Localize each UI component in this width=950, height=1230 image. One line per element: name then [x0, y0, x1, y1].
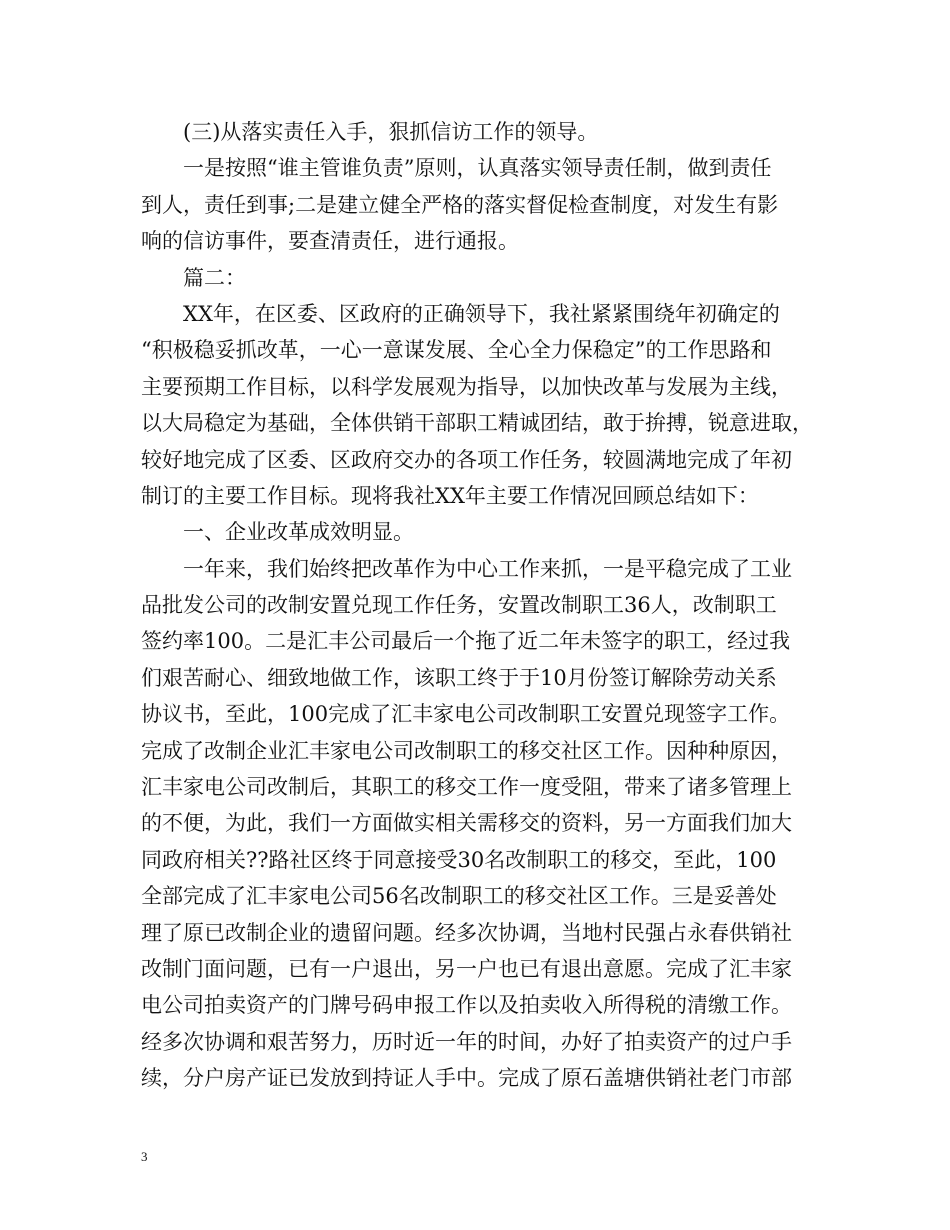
paragraph-line: 主要预期工作目标，以科学发展观为指导，以加快改革与发展为主线，	[141, 374, 792, 399]
paragraph-line: 品批发公司的改制安置兑现工作任务，安置改制职工36人，改制职工	[141, 593, 777, 618]
document-body	[141, 114, 814, 1097]
paragraph-line: 完成了改制企业汇丰家电公司改制职工的移交社区工作。因种种原因，	[141, 738, 792, 763]
paragraph-line: 一年来，我们始终把改革作为中心工作来抓，一是平稳完成了工业	[183, 556, 792, 581]
paragraph-line: 汇丰家电公司改制后，其职工的移交工作一度受阻，带来了诸多管理上	[141, 775, 792, 800]
paragraph-line: 同政府相关??路社区终于同意接受30名改制职工的移交，至此，100	[141, 847, 777, 872]
paragraph-line: 响的信访事件，要查清责任，进行通报。	[141, 229, 519, 254]
paragraph-line: 的不便，为此，我们一方面做实相关需移交的资料，另一方面我们加大	[141, 811, 792, 836]
paragraph-line: “积极稳妥抓改革，一心一意谋发展、全心全力保稳定”的工作思路和	[141, 338, 772, 363]
paragraph-line: 理了原已改制企业的遗留问题。经多次协调，当地村民强占永春供销社	[141, 920, 792, 945]
paragraph-line: XX年，在区委、区政府的正确领导下，我社紧紧围绕年初确定的	[183, 301, 780, 326]
section-heading: (三)从落实责任入手，狠抓信访工作的领导。	[183, 120, 599, 144]
paragraph-line: 续，分户房产证已发放到持证人手中。完成了原石盖塘供销社老门市部	[141, 1066, 792, 1091]
paragraph-line: 到人，责任到事;二是建立健全严格的落实督促检查制度，对发生有影	[141, 192, 779, 217]
paragraph-line: 协议书，至此，100完成了汇丰家电公司改制职工安置兑现签字工作。	[141, 702, 791, 727]
paragraph-line: 以大局稳定为基础，全体供销干部职工精诚团结，敢于拚搏，锐意进取，	[141, 411, 813, 436]
paragraph-line: 一是按照“谁主管谁负责”原则，认真落实领导责任制，做到责任	[183, 156, 772, 181]
page-number: 3	[141, 1149, 148, 1164]
paragraph-line: 签约率100。二是汇丰公司最后一个拖了近二年未签字的职工，经过我	[141, 629, 791, 654]
paragraph-line: 们艰苦耐心、细致地做工作，该职工终于于10月份签订解除劳动关系	[141, 665, 777, 690]
paragraph-line: 制订的主要工作目标。现将我社XX年主要工作情况回顾总结如下：	[141, 483, 759, 508]
paragraph-line: 全部完成了汇丰家电公司56名改制职工的移交社区工作。三是妥善处	[141, 884, 777, 909]
paragraph-line: 改制门面问题，已有一户退出，另一户也已有退出意愿。完成了汇丰家	[141, 956, 792, 981]
paragraph-line: 电公司拍卖资产的门牌号码申报工作以及拍卖收入所得税的清缴工作。	[141, 993, 792, 1018]
paragraph-line: 经多次协调和艰苦努力，历时近一年的时间，办好了拍卖资产的过户手	[141, 1029, 792, 1054]
part-heading: 篇二：	[183, 265, 246, 290]
paragraph-line: 较好地完成了区委、区政府交办的各项工作任务，较圆满地完成了年初	[141, 447, 792, 472]
section-heading: 一、企业改革成效明显。	[183, 520, 414, 545]
